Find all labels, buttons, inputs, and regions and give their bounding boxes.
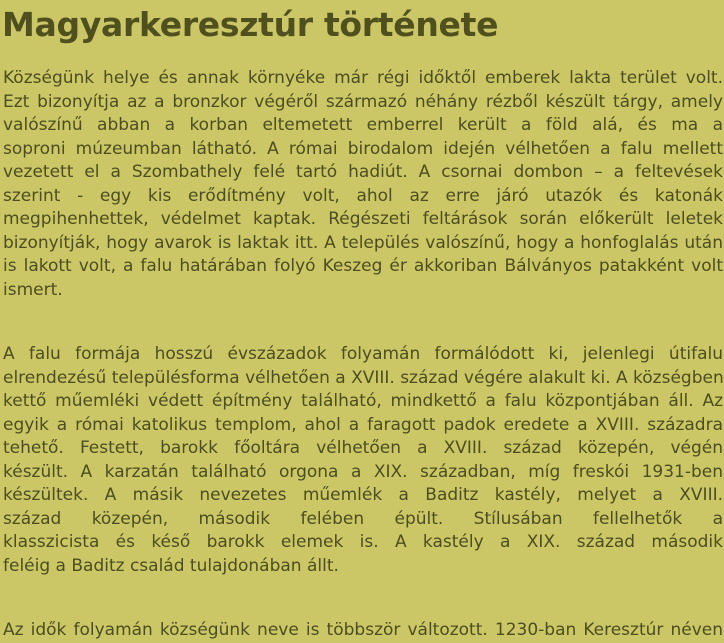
paragraph-early-history bbox=[3, 67, 723, 302]
text-line: tehető. Festett, barokk főoltára vélhetően a XVIII. század közepén, végén bbox=[3, 438, 723, 458]
text-line: kettő műemléki védett építmény található, mindkettő a falu központjában áll. Az bbox=[3, 391, 723, 411]
text-line: feléig a Baditz család tulajdonában állt. bbox=[3, 555, 339, 576]
text-line: megpihenhettek, védelmet kaptak. Régészeti feltárások során előkerült leletek bbox=[3, 209, 723, 229]
paragraph-village-name bbox=[3, 619, 723, 643]
text-line: készültek. A másik nevezetes műemlék a Baditz kastély, melyet a XVIII. bbox=[3, 485, 723, 505]
text-line: elrendezésű településforma vélhetően a XVIII. század végére alakult ki. A községben bbox=[3, 367, 724, 388]
text-line: Az idők folyamán községünk neve is többször változott. 1230-ban Keresztúr néven bbox=[3, 620, 723, 640]
text-line: soproni múzeumban látható. A római birodalom idején vélhetően a falu mellett bbox=[3, 138, 723, 159]
text-line: század közepén, második felében épült. Stílusában fellelhetők a bbox=[3, 508, 723, 529]
text-line: klasszicista és késő barokk elemek is. A kastély a XIX. század második bbox=[3, 532, 723, 552]
text-line: készült. A karzatán található orgona a XIX. században, míg freskói 1931-ben bbox=[3, 461, 723, 482]
text-line: Községünk helye és annak környéke már régi időktől emberek lakta terület volt. bbox=[3, 68, 723, 88]
text-line: ismert. bbox=[3, 279, 63, 300]
text-line: egyik a római katolikus templom, ahol a faragott padok eredete a XVIII. századra bbox=[3, 414, 723, 435]
text-line: Ezt bizonyítja az a bronzkor végéről származó néhány rézből készült tárgy, amely bbox=[3, 91, 723, 112]
paragraph-village-form bbox=[3, 343, 723, 578]
text-line: bizonyítják, hogy avarok is laktak itt. A település valószínű, hogy a honfoglalás után bbox=[3, 232, 723, 253]
text-line: vezetett el a Szombathely felé tartó hadiút. A csornai dombon – a feltevések bbox=[3, 162, 723, 182]
text-line: szerint - egy kis erődítmény volt, ahol az erre járó utazók és katonák bbox=[3, 185, 723, 206]
text-line: A falu formája hosszú évszázadok folyamán formálódott ki, jelenlegi útifalu bbox=[3, 344, 723, 364]
page-title: Magyarkeresztúr története bbox=[2, 5, 499, 44]
text-line: is lakott volt, a falu határában folyó Keszeg ér akkoriban Bálványos patakként volt bbox=[3, 256, 723, 276]
text-line: valószínű abban a korban eltemetett emberrel került a föld alá, és ma a bbox=[3, 115, 723, 135]
